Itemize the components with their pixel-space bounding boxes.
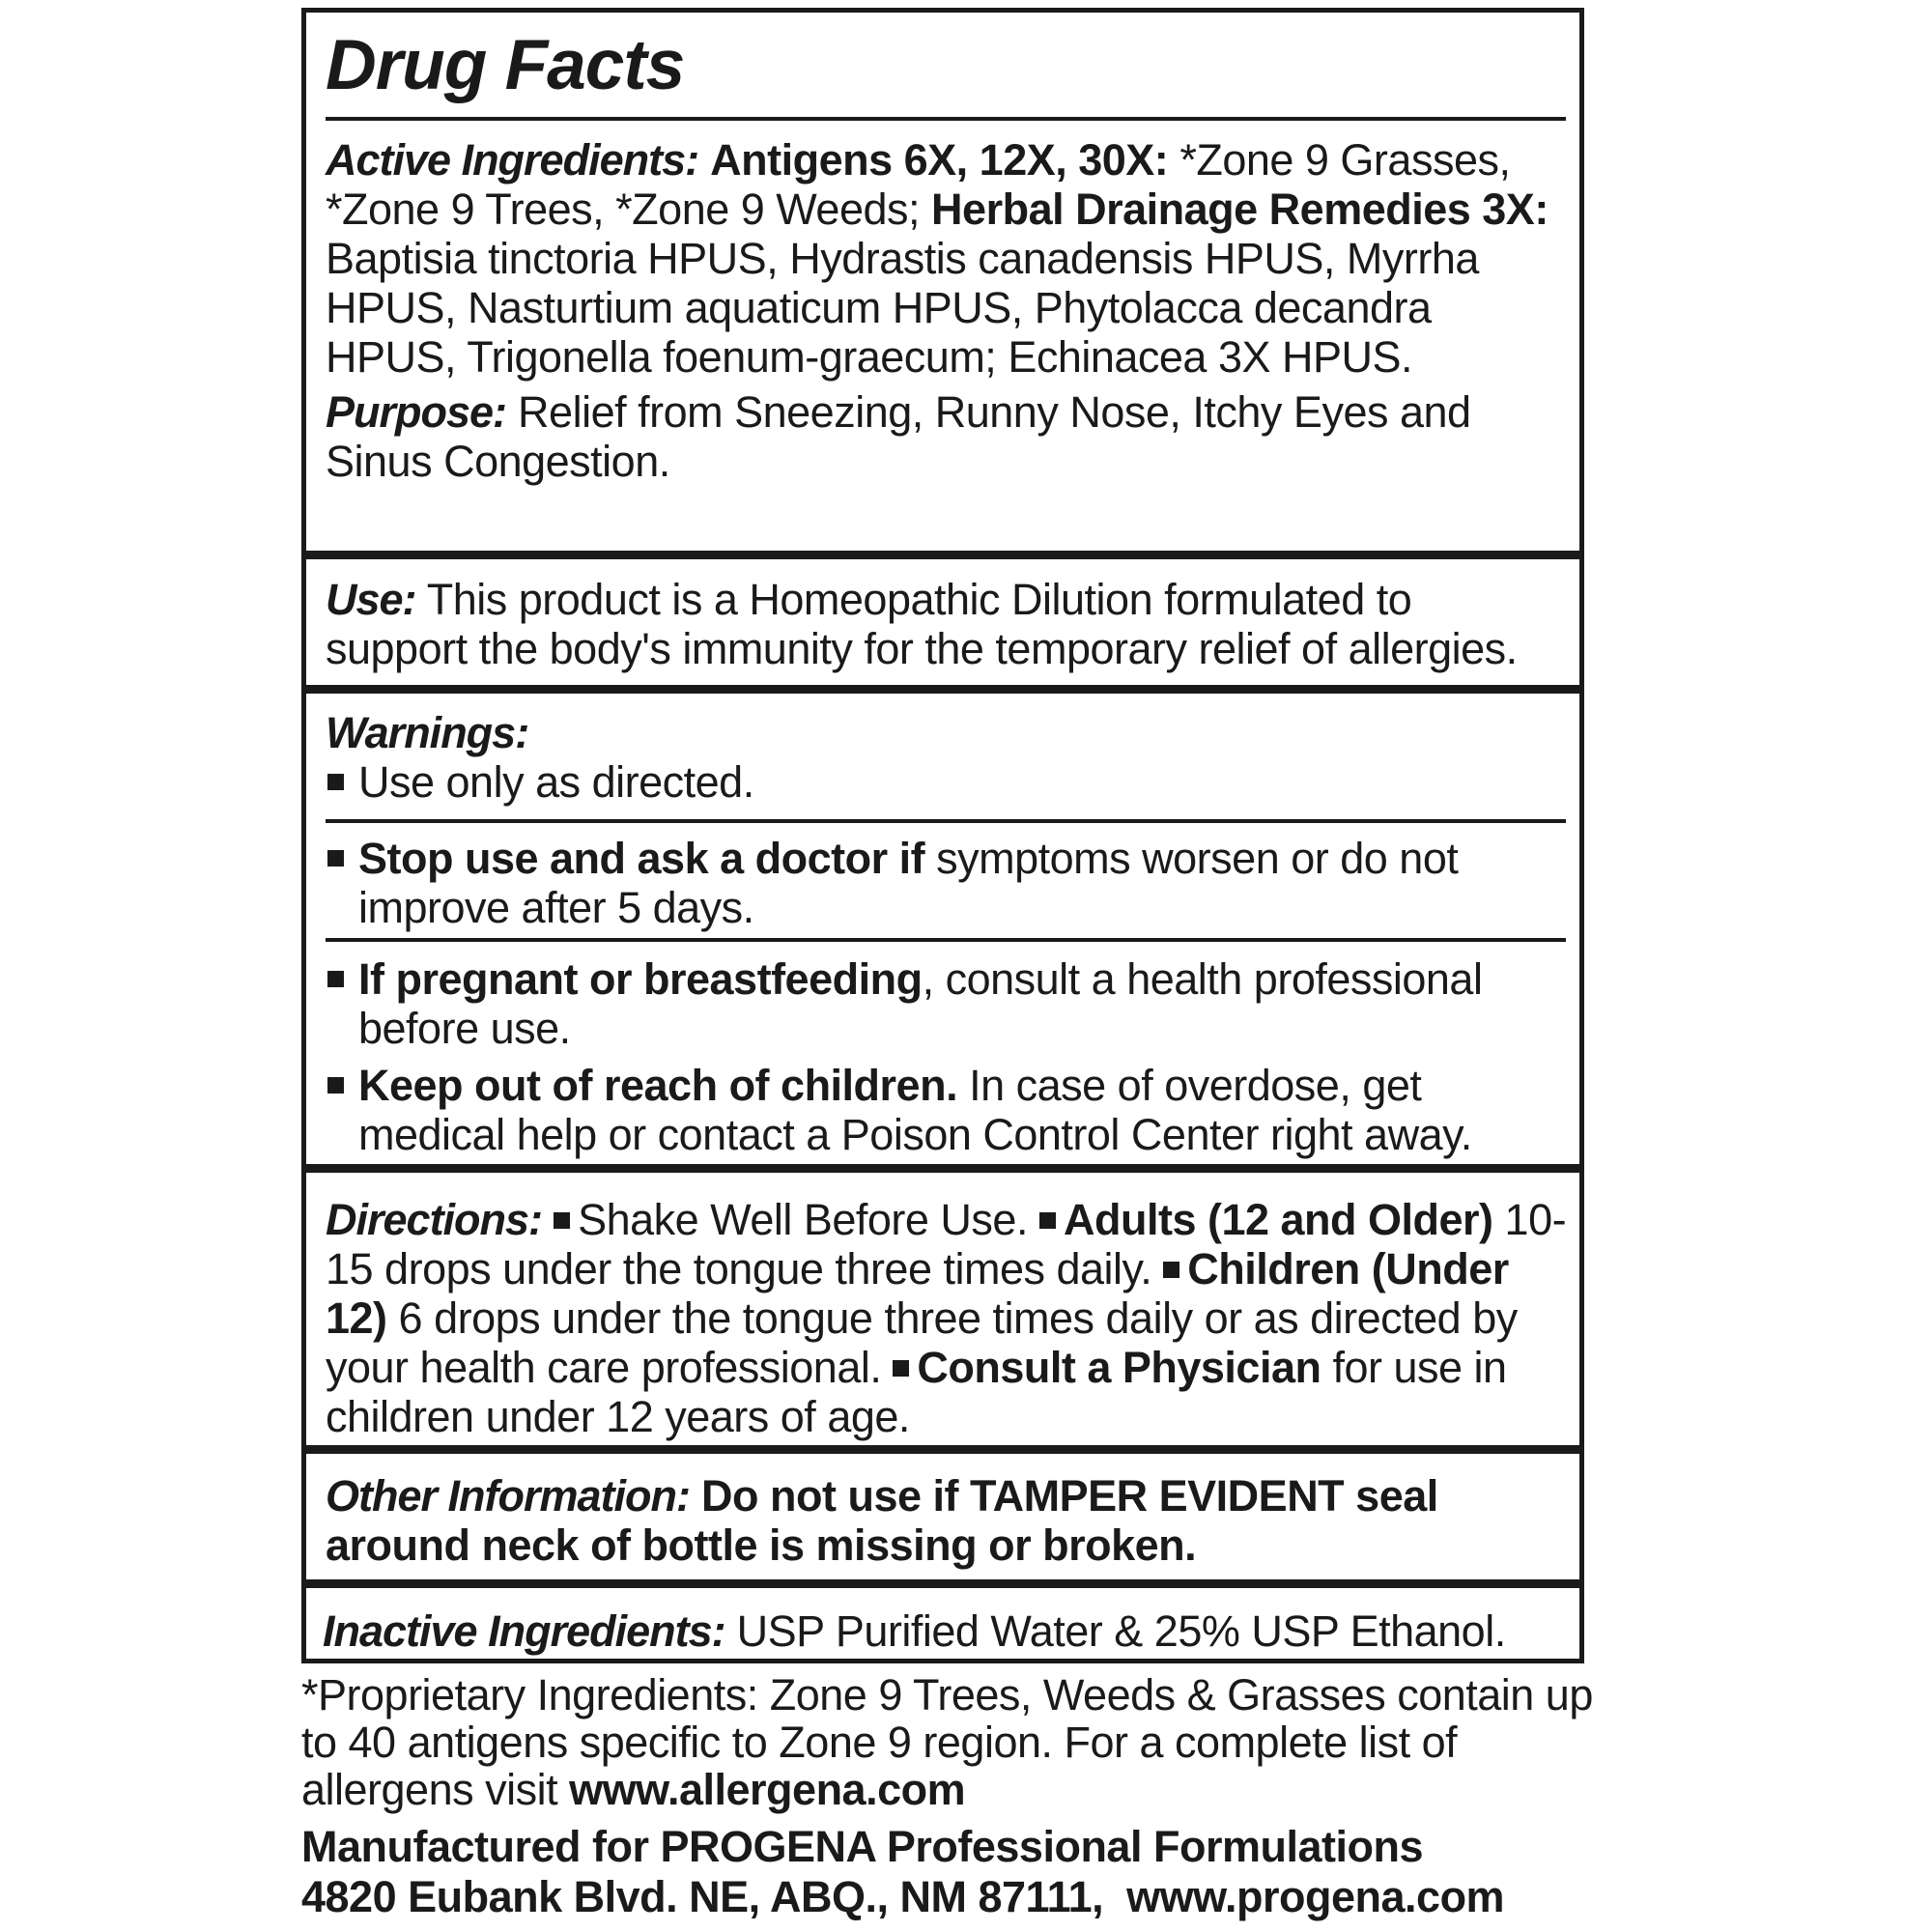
warnings-rule bbox=[326, 938, 1566, 942]
warnings-rule bbox=[326, 819, 1566, 823]
inactive-ingredients-heading: Inactive Ingredients: bbox=[323, 1606, 725, 1656]
bullet-icon bbox=[893, 1360, 909, 1377]
directions-heading: Directions: bbox=[326, 1195, 543, 1244]
other-information-body: Do not use if TAMPER EVIDENT seal around neck of bottle is missing or broken. bbox=[326, 1471, 1438, 1570]
bullet-icon bbox=[554, 1212, 570, 1229]
herbal-text: Baptisia tinctoria HPUS, Hydrastis canadensis HPUS, Myrrha HPUS, Nasturtium aquaticum HPUS, Phytolacca decandra HPUS, Trigonella foenum-graecum; Echinacea 3X HPUS. bbox=[326, 234, 1479, 382]
section-divider bbox=[306, 1579, 1579, 1588]
bullet-icon bbox=[327, 850, 344, 867]
other-information-text bbox=[326, 1471, 1563, 1570]
directions-text: Directions: Shake Well Before Use. Adults (12 and Older) 10-15 drops under the tongue three times daily. Children (Under 12) 6 drops under the tongue three times daily or as directed by your health care professional. Consult a Physician for use in children under 12 years of age. bbox=[326, 1195, 1567, 1441]
other-information-section bbox=[306, 1471, 1579, 1570]
warning-item: If pregnant or breastfeeding, consult a health professional before use. bbox=[326, 954, 1563, 1053]
inactive-ingredients-section bbox=[306, 1606, 1579, 1656]
warning-item: Keep out of reach of children. In case of overdose, get medical help or contact a Poison Control Center right away. bbox=[326, 1061, 1563, 1159]
warning-item: Use only as directed. bbox=[326, 757, 1563, 807]
title-section bbox=[306, 26, 1579, 104]
use-text bbox=[326, 575, 1563, 673]
warnings-section-stop bbox=[306, 834, 1579, 932]
active-ingredients-section bbox=[306, 135, 1579, 486]
bullet-icon bbox=[1039, 1212, 1056, 1229]
purpose-text bbox=[326, 387, 1563, 486]
other-information-heading: Other Information: bbox=[326, 1471, 690, 1520]
warnings-section-other bbox=[306, 954, 1579, 1159]
warnings-heading: Warnings: bbox=[326, 708, 529, 757]
bullet-icon bbox=[327, 1077, 344, 1094]
section-divider bbox=[306, 551, 1579, 559]
section-divider bbox=[306, 1445, 1579, 1454]
bullet-icon bbox=[1163, 1262, 1179, 1278]
use-section bbox=[306, 575, 1579, 673]
allergena-link[interactable]: www.allergena.com bbox=[569, 1765, 966, 1814]
active-ingredients-text bbox=[326, 135, 1563, 382]
use-heading: Use: bbox=[326, 575, 416, 624]
inactive-ingredients-body: USP Purified Water & 25% USP Ethanol. bbox=[736, 1606, 1506, 1656]
use-body: This product is a Homeopathic Dilution formulated to support the body's immunity for the temporary relief of allergies. bbox=[326, 575, 1518, 673]
inactive-ingredients-text bbox=[323, 1606, 1576, 1656]
warning-item: Stop use and ask a doctor if symptoms worsen or do not improve after 5 days. bbox=[326, 834, 1563, 932]
antigens-label: Antigens 6X, 12X, 30X: bbox=[710, 135, 1169, 185]
drug-facts-panel bbox=[301, 8, 1584, 1663]
section-divider bbox=[306, 1164, 1579, 1173]
bullet-icon bbox=[327, 971, 344, 987]
purpose-body: Relief from Sneezing, Runny Nose, Itchy Eyes and Sinus Congestion. bbox=[326, 387, 1471, 486]
active-ingredients-heading: Active Ingredients: bbox=[326, 135, 699, 185]
bullet-icon bbox=[327, 774, 344, 790]
page-title: Drug Facts bbox=[326, 26, 685, 104]
proprietary-note: *Proprietary Ingredients: Zone 9 Trees, Weeds & Grasses contain up to 40 antigens specific to Zone 9 region. For a complete list of allergens visit www.allergena.com bbox=[301, 1670, 1593, 1814]
manufacturer-line-2: 4820 Eubank Blvd. NE, ABQ., NM 87111, www.progena.com bbox=[301, 1872, 1505, 1921]
warnings-section bbox=[306, 708, 1579, 807]
directions-section bbox=[306, 1195, 1579, 1441]
manufacturer-line-1: Manufactured for PROGENA Professional Formulations bbox=[301, 1822, 1423, 1871]
herbal-label: Herbal Drainage Remedies 3X: bbox=[931, 185, 1548, 234]
antigens-text: *Zone 9 Grasses, *Zone 9 Trees, *Zone 9 Weeds; bbox=[326, 135, 1511, 234]
section-divider bbox=[306, 685, 1579, 694]
title-rule bbox=[326, 117, 1566, 121]
purpose-heading: Purpose: bbox=[326, 387, 507, 437]
